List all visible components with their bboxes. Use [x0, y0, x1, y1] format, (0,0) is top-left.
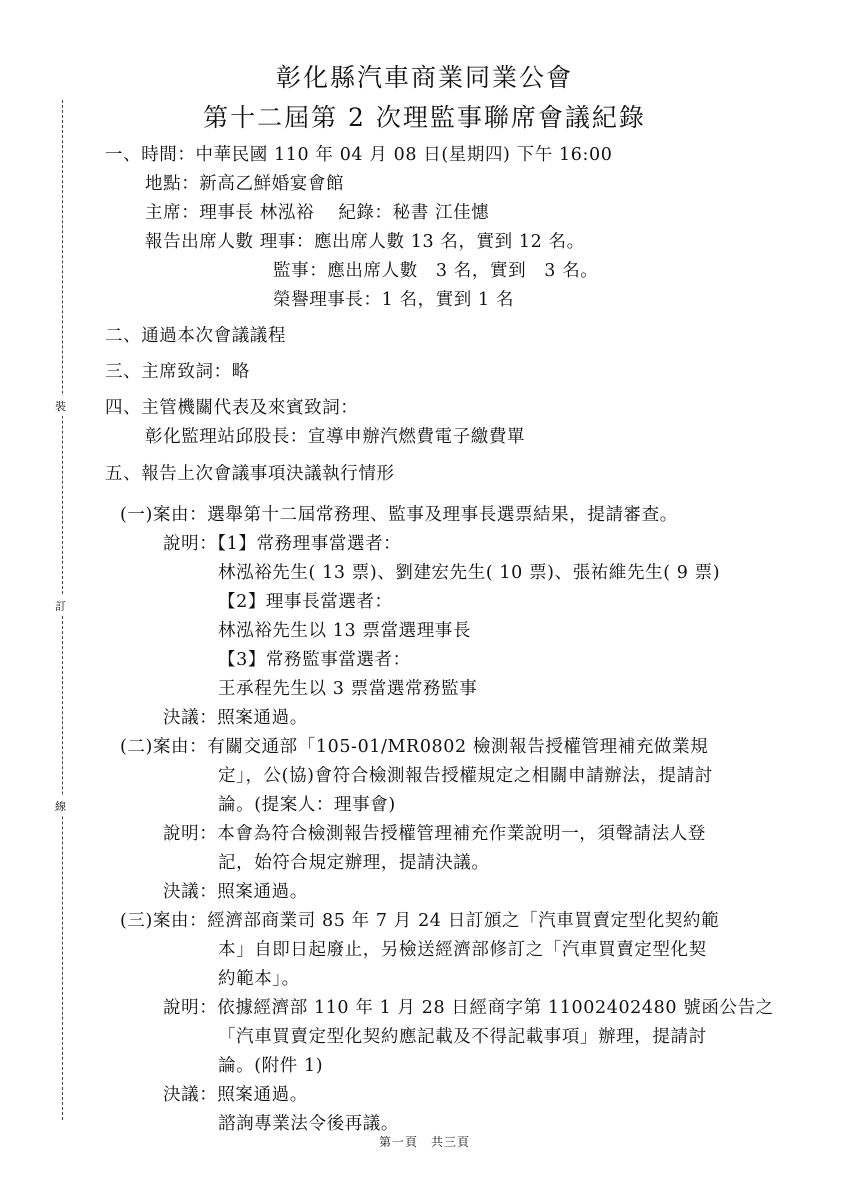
item3-case: (三)案由：經濟部商業司 85 年 7 月 24 日訂頒之「汽車買賣定型化契約範: [120, 911, 720, 931]
item3-resolution: 決議：照案通過。: [163, 1085, 308, 1105]
guest-speech-body: 彰化監理站邱股長：宣導申辦汽燃費電子繳費單: [145, 427, 526, 447]
attendance-directors: 報告出席人數 理事：應出席人數 13 名，實到 12 名。: [145, 232, 585, 252]
item2-resolution: 決議：照案通過。: [163, 882, 308, 902]
item3-case: 本」自即日起廢止，另檢送經濟部修訂之「汽車買賣定型化契: [218, 940, 707, 960]
item1-desc: 說明：【1】常務理事當選者：: [163, 534, 402, 554]
meeting-time: 一、時間：中華民國 110 年 04 月 08 日(星期四) 下午 16:00: [105, 145, 613, 165]
chair-recorder: 主席：理事長 林泓裕 紀錄：秘書 江佳憓: [145, 203, 490, 223]
binding-mark: 裝: [55, 396, 66, 416]
section-guest-speech: 四、主管機關代表及來賓致詞：: [105, 398, 359, 418]
item3-desc: 說明：依據經濟部 110 年 1 月 28 日經商字第 11002402480 號函公告之: [163, 998, 774, 1018]
item1-resolution: 決議：照案通過。: [163, 708, 308, 728]
section-agenda: 二、通過本次會議議程: [105, 326, 286, 346]
item3-resolution: 諮詢專業法令後再議。: [218, 1114, 399, 1134]
document-title: 第十二屆第 2 次理監事聯席會議紀錄: [203, 103, 646, 132]
binding-mark: 線: [55, 796, 66, 816]
org-title: 彰化縣汽車商業同業公會: [275, 63, 573, 92]
attendance-supervisors: 監事：應出席人數 3 名，實到 3 名。: [273, 261, 599, 281]
item1-desc: 林泓裕先生( 13 票)、劉建宏先生( 10 票)、張祐維先生( 9 票): [218, 563, 721, 583]
section-report: 五、報告上次會議事項決議執行情形: [105, 464, 395, 484]
item1-desc: 王承程先生以 3 票當選常務監事: [218, 679, 478, 699]
item2-desc: 說明：本會為符合檢測報告授權管理補充作業說明一，須聲請法人登: [163, 824, 706, 844]
item2-case: 定」，公(協)會符合檢測報告授權規定之相關申請辦法，提請討: [218, 766, 713, 786]
item2-case: (二)案由：有關交通部「105-01/MR0802 檢測報告授權管理補充做業規: [120, 737, 709, 757]
item1-desc: 【2】理事長當選者：: [218, 592, 393, 612]
binding-mark: 訂: [55, 596, 66, 616]
meeting-place: 地點：新高乙鮮婚宴會館: [145, 174, 345, 194]
section-chair-speech: 三、主席致詞：略: [105, 362, 250, 382]
item3-desc: 論。(附件 1): [218, 1056, 324, 1076]
item2-desc: 記，始符合規定辦理，提請決議。: [218, 853, 490, 873]
attendance-honorary: 榮譽理事長：1 名，實到 1 名: [273, 290, 515, 310]
page-number: 第一頁 共三頁: [378, 1135, 470, 1149]
item1-desc: 林泓裕先生以 13 票當選理事長: [218, 621, 471, 641]
item1-desc: 【3】常務監事當選者：: [218, 650, 411, 670]
item2-case: 論。(提案人：理事會): [218, 795, 396, 815]
item1-case: (一)案由：選舉第十二屆常務理、監事及理事長選票結果，提請審查。: [120, 505, 678, 525]
item3-desc: 「汽車買賣定型化契約應記載及不得記載事項」辦理，提請討: [218, 1027, 707, 1047]
item3-case: 約範本」。: [218, 969, 300, 989]
